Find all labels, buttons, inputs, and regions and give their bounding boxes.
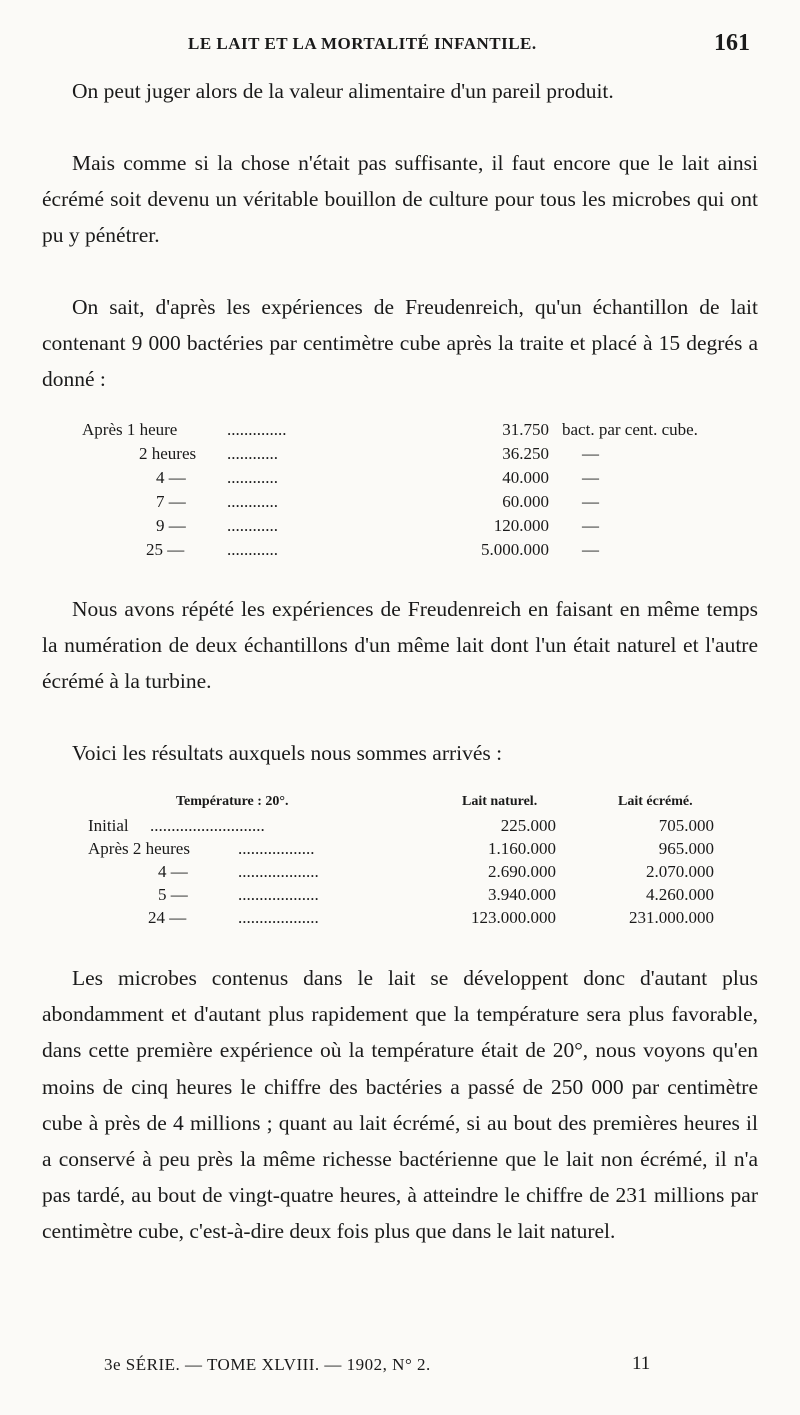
- table-row: Initial ........................... 225.000 705.000: [88, 816, 714, 835]
- table-row: Après 1 heure .............. 31.750 bact. par cent. cube.: [82, 420, 698, 439]
- page-number: 161: [714, 30, 750, 56]
- table-row: 4 — ................... 2.690.000 2.070.000: [158, 862, 714, 881]
- table-row: Après 2 heures .................. 1.160.000 965.000: [88, 839, 714, 858]
- paragraph-4: Nous avons répété les expériences de Freudenreich en faisant en même temps la numération de deux échantillons d'un même lait dont l'un était naturel et l'autre écrémé à la turbine.: [42, 597, 758, 694]
- running-header: [0, 30, 800, 62]
- running-title: LE LAIT ET LA MORTALITÉ INFANTILE.: [188, 34, 537, 53]
- signature-mark: 11: [632, 1353, 651, 1374]
- paragraph-1: On peut juger alors de la valeur alimentaire d'un pareil produit.: [72, 79, 614, 103]
- series-info: 3e SÉRIE. — TOME XLVIII. — 1902, N° 2.: [104, 1355, 431, 1374]
- comparison-table: [88, 790, 728, 929]
- bacteria-growth-table: [82, 418, 722, 562]
- paragraph-5: Voici les résultats auxquels nous sommes arrivés :: [72, 741, 503, 765]
- table-row: 2 heures ............ 36.250 —: [139, 444, 599, 463]
- table-row: 9 — ............ 120.000 —: [156, 516, 599, 535]
- table-row: 25 — ............ 5.000.000 —: [146, 540, 599, 559]
- table-row: 7 — ............ 60.000 —: [156, 492, 599, 511]
- paragraph-2: Mais comme si la chose n'était pas suffisante, il faut encore que le lait ainsi écrémé soit devenu un véritable bouillon de culture pour tous les microbes qui ont pu y pénétrer.: [42, 151, 758, 248]
- table-row: 5 — ................... 3.940.000 4.260.000: [158, 885, 714, 904]
- table-row: 24 — ................... 123.000.000 231.000.000: [148, 908, 714, 927]
- table-header-row: Température : 20°. Lait naturel. Lait écrémé.: [176, 794, 693, 809]
- table-row: 4 — ............ 40.000 —: [156, 468, 599, 487]
- page-footer: [0, 1355, 800, 1385]
- paragraph-3: On sait, d'après les expériences de Freudenreich, qu'un échantillon de lait contenant 9 000 bactéries par centimètre cube après la traite et placé à 15 degrés a donné :: [42, 295, 758, 392]
- paragraph-6: Les microbes contenus dans le lait se développent donc d'autant plus abondamment et d'autant plus rapidement que la température sera plus favorable, dans cette première expérience où la température était de 20°, nous voyons qu'en moins de cinq heures le chiffre des bactéries a passé de 250 000 par centimètre cube à près de 4 millions ; quant au lait écrémé, si au bout des premières heures il a conservé à peu près la même richesse bactérienne que le lait non écrémé, il n'a pas tardé, au bout de vingt-quatre heures, à atteindre le chiffre de 231 millions par centimètre cube, c'est-à-dire deux fois plus que dans le lait naturel.: [42, 966, 758, 1244]
